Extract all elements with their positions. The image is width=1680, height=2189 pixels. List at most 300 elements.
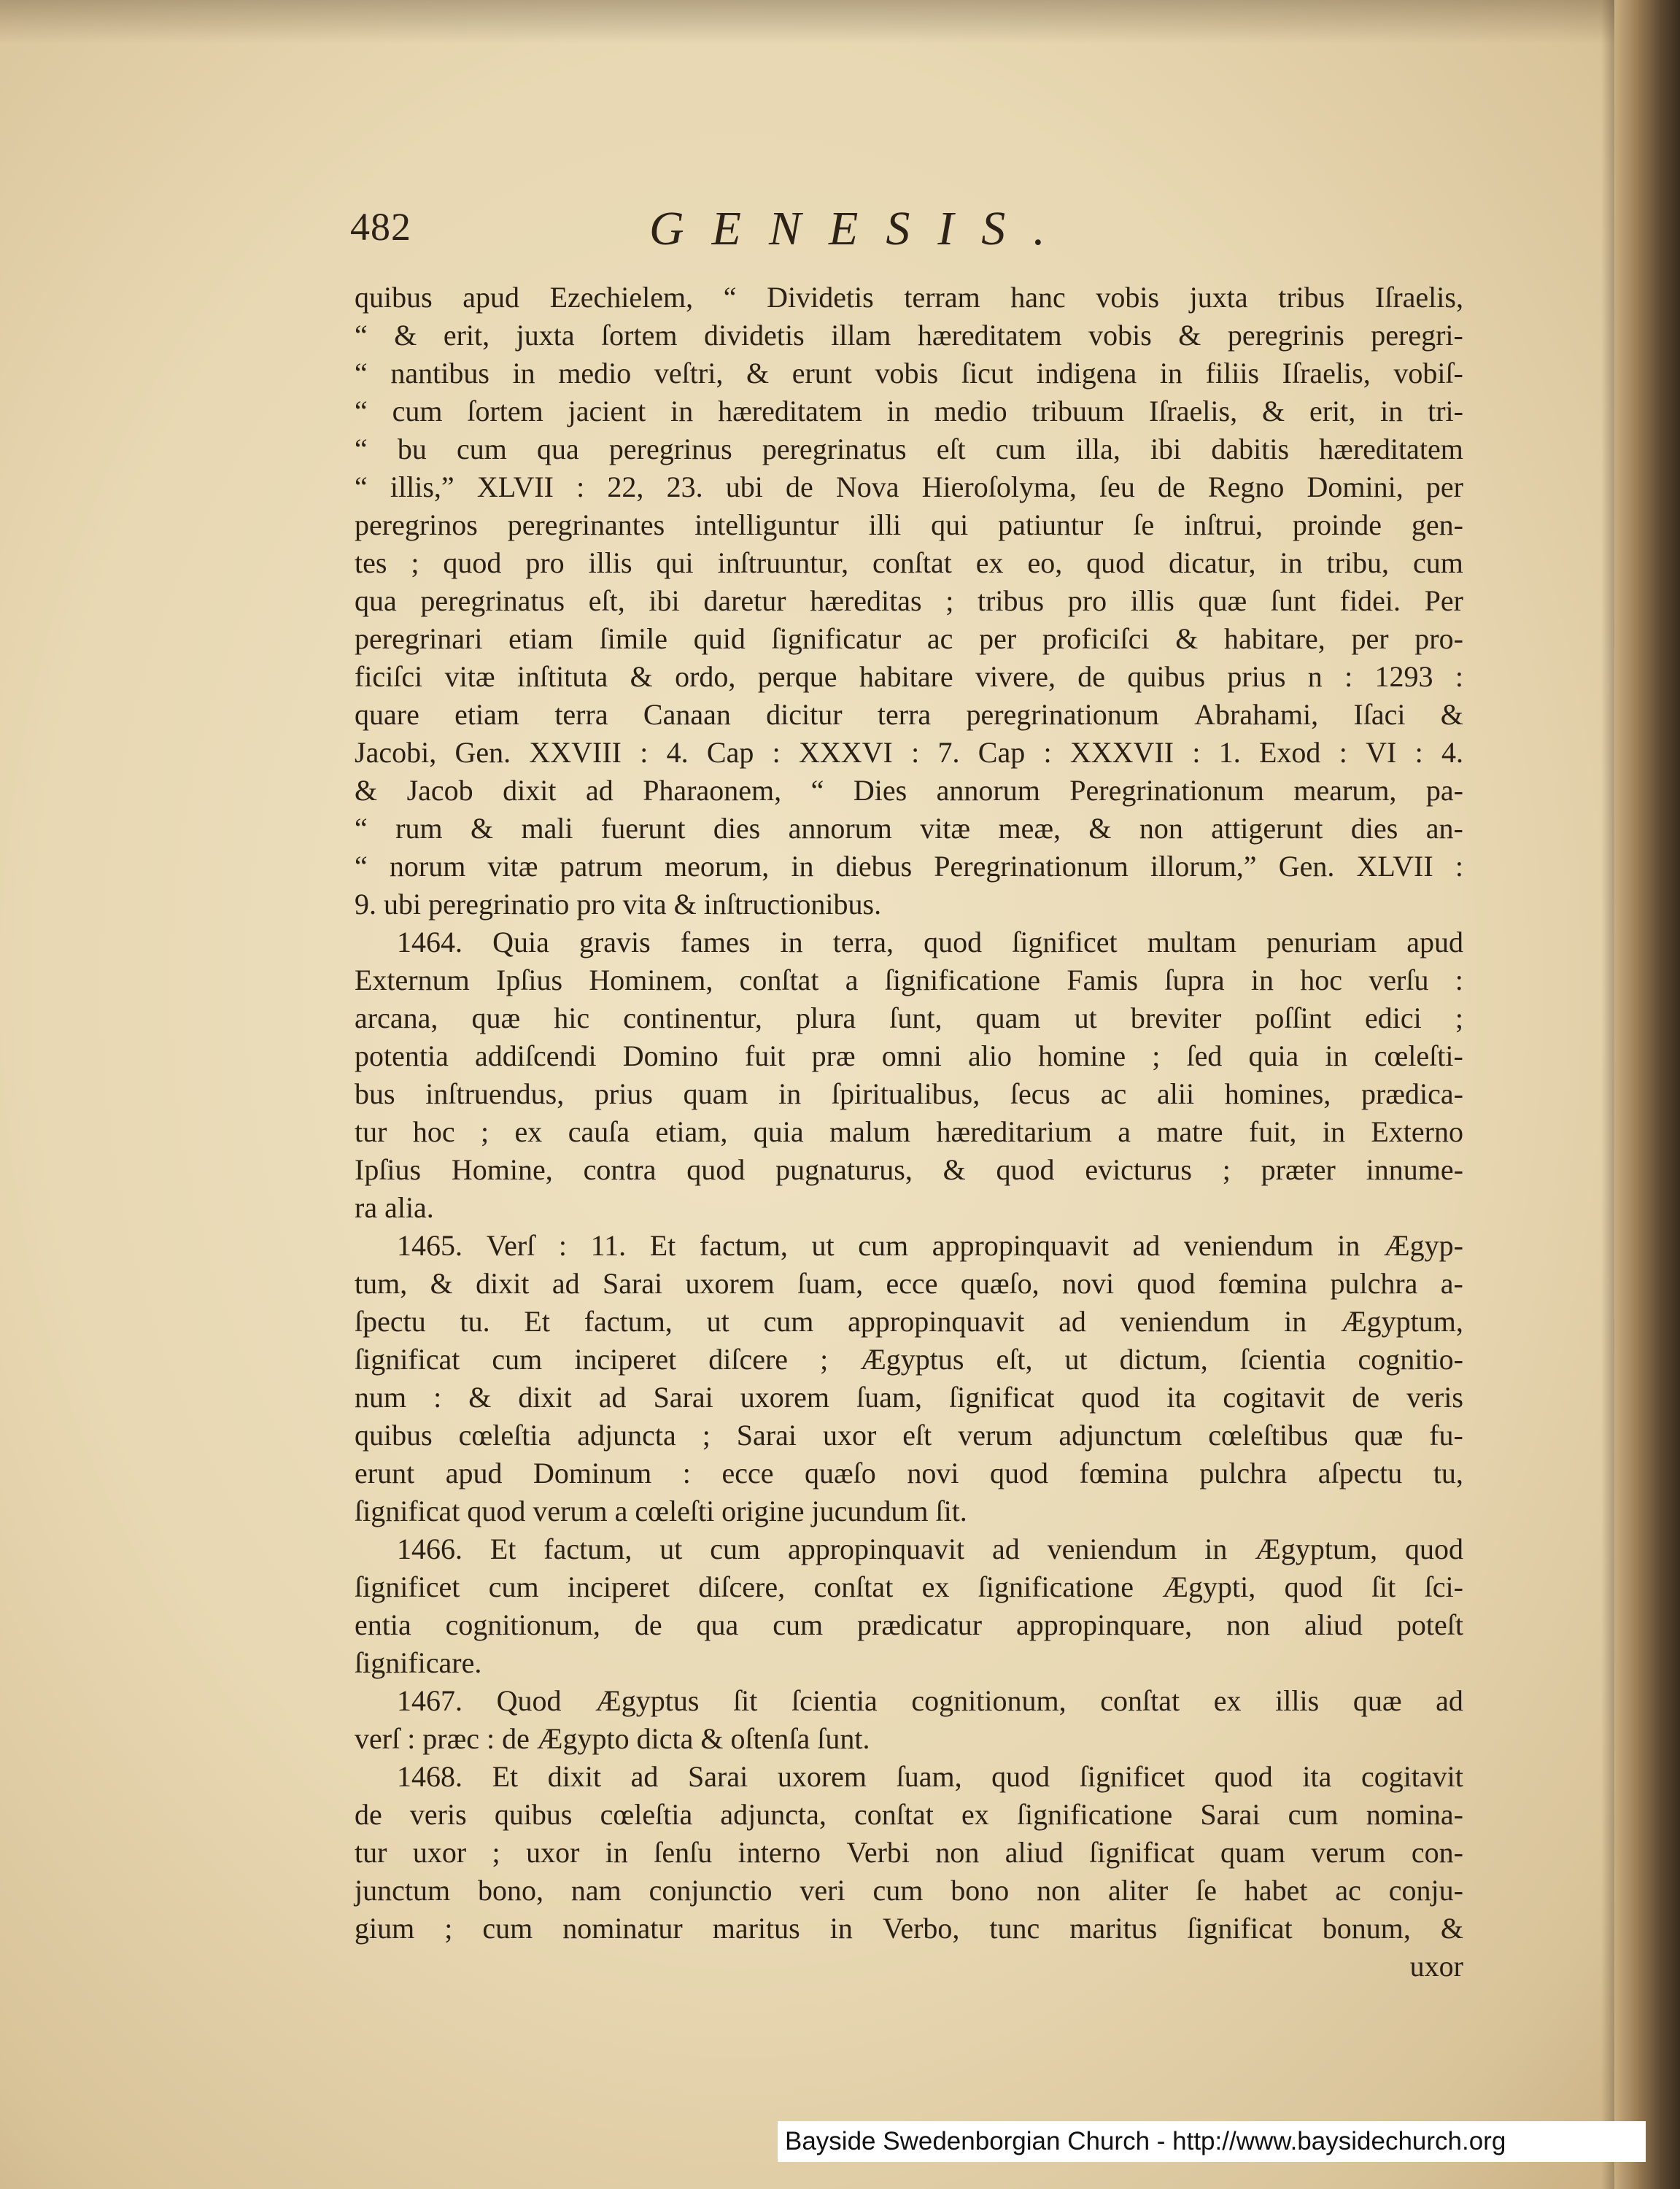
gutter-shadow	[1601, 0, 1614, 2189]
word: quæſo	[804, 1457, 876, 1489]
word: dixit	[518, 1381, 572, 1414]
text-line	[355, 1075, 1463, 1113]
word: in	[1284, 1305, 1307, 1338]
word: cum	[457, 433, 507, 465]
word: veſtri,	[654, 357, 724, 390]
word: homines,	[1224, 1077, 1331, 1110]
word: uxorem	[777, 1760, 867, 1793]
word: quod	[1404, 1533, 1463, 1565]
word: Ipſius	[355, 1153, 422, 1186]
word: junctum	[355, 1874, 451, 1907]
word: XXVIII	[529, 736, 622, 769]
word: in	[1204, 1533, 1228, 1565]
word: annorum	[788, 812, 892, 845]
word: nantibus	[390, 357, 489, 390]
word: tri-	[1428, 395, 1463, 427]
word: evicturus	[1085, 1153, 1192, 1186]
word: diſcere,	[698, 1570, 786, 1603]
word: conſtat	[1100, 1684, 1180, 1717]
word: ad	[551, 1267, 580, 1300]
word: peregrinari	[355, 622, 483, 655]
text-line	[355, 999, 1463, 1037]
word: ſunt,	[889, 1001, 942, 1034]
word: tes	[355, 546, 387, 579]
word: fidei.	[1339, 584, 1401, 617]
word: ut	[1064, 1343, 1088, 1376]
word: in	[1380, 395, 1404, 427]
word: vobiſ-	[1393, 357, 1463, 390]
word: ;	[702, 1419, 711, 1452]
word: in	[778, 1077, 802, 1110]
text-line	[355, 392, 1463, 430]
word: conſtat	[854, 1798, 934, 1831]
word: nam	[570, 1874, 622, 1907]
text-line	[355, 1834, 1463, 1872]
text-line	[355, 582, 1463, 620]
word: in	[780, 926, 803, 958]
word: “	[810, 774, 824, 807]
word: ex	[1213, 1684, 1242, 1717]
word: ad	[585, 774, 613, 807]
word: :	[640, 736, 649, 769]
word: “	[723, 281, 737, 314]
word: hæreditas	[810, 584, 922, 617]
body-text	[355, 279, 1463, 1985]
word: cœleſti-	[1374, 1039, 1463, 1072]
word: uxor	[822, 1419, 877, 1452]
word: Ægyptum,	[1255, 1533, 1378, 1565]
word: dixit	[476, 1267, 530, 1300]
word: erunt	[791, 357, 852, 390]
word: &	[394, 319, 417, 352]
word: ſignificat	[1187, 1912, 1293, 1945]
word: de	[785, 470, 813, 503]
word: :	[1455, 964, 1463, 996]
word: XXXVI	[799, 736, 893, 769]
word: ex	[961, 1798, 989, 1831]
word: ut	[706, 1305, 729, 1338]
word: jacient	[568, 395, 646, 427]
word: quia	[1248, 1039, 1299, 1072]
word: ſignificatione	[978, 1570, 1134, 1603]
word: XXXVII	[1069, 736, 1174, 769]
word: 11.	[590, 1229, 627, 1262]
word: cogitavit	[1223, 1381, 1325, 1414]
word: tur	[355, 1836, 387, 1869]
word: “	[355, 433, 368, 465]
page-header	[350, 204, 1474, 263]
word: omni	[881, 1039, 942, 1072]
word: Ægyptum,	[1341, 1305, 1463, 1338]
word: nomina-	[1366, 1798, 1463, 1831]
word: illis,”	[390, 470, 454, 503]
word: mearum,	[1293, 774, 1397, 807]
word: uxorem	[685, 1267, 775, 1300]
word: :	[1043, 736, 1052, 769]
word: ecce	[721, 1457, 774, 1489]
word: norum	[389, 850, 466, 883]
word: :	[1192, 736, 1201, 769]
word: ſignificet	[355, 1570, 460, 1603]
word: ſuam,	[856, 1381, 922, 1414]
word: cum	[773, 1608, 824, 1641]
word: apud	[462, 281, 520, 314]
word: conſtat	[739, 964, 819, 996]
word: Externum	[355, 964, 470, 996]
word: qui	[931, 508, 969, 541]
word: ſignificatur	[771, 622, 902, 655]
word: hæreditatem	[1319, 433, 1463, 465]
word: ;	[481, 1115, 489, 1148]
word: bus	[355, 1077, 395, 1110]
word: ut	[1074, 1001, 1097, 1034]
text-line	[355, 1644, 1463, 1682]
word: Cap	[978, 736, 1026, 769]
word: cum	[488, 1570, 539, 1603]
word: ibi	[649, 584, 680, 617]
word: pulchra	[1199, 1457, 1288, 1489]
word: meorum,	[664, 850, 770, 883]
word: fames	[680, 926, 751, 958]
word: “	[355, 470, 368, 503]
word: uxor	[412, 1836, 467, 1869]
word: rum	[395, 812, 443, 845]
word: in	[791, 850, 814, 883]
word: 23.	[666, 470, 703, 503]
word: pro	[525, 546, 565, 579]
text-line	[355, 430, 1463, 468]
word: dictum,	[1119, 1343, 1208, 1376]
word: Ezechielem,	[549, 281, 694, 314]
word: ;	[1222, 1153, 1231, 1186]
word: terram	[904, 281, 980, 314]
word: VI	[1366, 736, 1397, 769]
word: Dividetis	[767, 281, 874, 314]
text-line	[355, 1530, 1463, 1568]
word: fuerunt	[600, 812, 686, 845]
word: in	[1280, 546, 1303, 579]
word: cum	[872, 1874, 924, 1907]
word: annorum	[936, 774, 1040, 807]
word: tribu,	[1326, 546, 1390, 579]
word: quid	[693, 622, 746, 655]
word: matre	[1156, 1115, 1223, 1148]
word: “	[355, 850, 368, 883]
word: ſortem	[467, 395, 543, 427]
text-line	[355, 1113, 1463, 1151]
word: Iſraelis,	[1374, 281, 1463, 314]
word: meæ,	[998, 812, 1061, 845]
word: habitare,	[1224, 622, 1325, 655]
word: 1468.	[397, 1760, 462, 1793]
word: 22,	[607, 470, 644, 503]
word: peregrinos	[355, 508, 478, 541]
word: ac	[1100, 1077, 1127, 1110]
word: tribuum	[1031, 395, 1125, 427]
word: Quod	[496, 1684, 562, 1717]
word: quod	[1214, 1760, 1273, 1793]
word: illorum,”	[1150, 850, 1257, 883]
word: ſignificat	[948, 1381, 1055, 1414]
word: poteſt	[1396, 1608, 1463, 1641]
word: hic	[554, 1001, 590, 1034]
word: cum	[763, 1305, 814, 1338]
word: peregrinatus	[762, 433, 907, 465]
word: Famis	[1067, 964, 1139, 996]
word: ibi	[1150, 433, 1182, 465]
word: ſignificet	[1012, 926, 1118, 958]
word: ita	[1302, 1760, 1332, 1793]
word: vobis	[875, 357, 939, 390]
word: hæreditatem	[917, 319, 1062, 352]
word: :	[433, 1381, 442, 1414]
word: non	[1139, 812, 1183, 845]
word: Peregrinationum	[1069, 774, 1264, 807]
word: fuit	[744, 1039, 786, 1072]
word: præter	[1261, 1153, 1336, 1186]
text-line	[355, 1417, 1463, 1454]
footer-credit[interactable]: Bayside Swedenborgian Church - http://www.baysidechurch.org	[778, 2121, 1646, 2162]
word: peregrinationum	[966, 698, 1159, 731]
word: ſignificatione	[884, 964, 1041, 996]
word: eſt	[902, 1419, 932, 1452]
text-line	[355, 1189, 1463, 1227]
word: veri	[800, 1874, 845, 1907]
word: appropinquavit	[932, 1229, 1109, 1262]
word: medio	[934, 395, 1007, 427]
word: &	[1178, 319, 1201, 352]
word: non	[1226, 1608, 1270, 1641]
word: “	[355, 319, 368, 352]
word: eo,	[1027, 546, 1063, 579]
word: quæ	[471, 1001, 521, 1034]
word: quod	[1284, 1570, 1343, 1603]
word: juxta	[1189, 281, 1248, 314]
word: adjunctum	[1058, 1419, 1182, 1452]
word: cœleſtia	[600, 1798, 693, 1831]
word: quod	[1086, 546, 1145, 579]
word: inſtituta	[516, 660, 608, 693]
word: an-	[1425, 812, 1463, 845]
word: conju-	[1388, 1874, 1463, 1907]
word: proficiſci	[1042, 622, 1150, 655]
word: contra	[583, 1153, 657, 1186]
word: ſortem	[601, 319, 678, 352]
word: qua	[355, 584, 397, 617]
word: peregrinis	[1227, 319, 1344, 352]
word: mali	[521, 812, 573, 845]
word: factum,	[543, 1533, 632, 1565]
word: ad	[1132, 1229, 1161, 1262]
word: eſt	[936, 433, 966, 465]
word: vobis	[1088, 319, 1152, 352]
word: daretur	[703, 584, 786, 617]
text-line	[355, 961, 1463, 999]
word: &	[746, 357, 770, 390]
word: in	[1159, 357, 1183, 390]
word: veniendum	[1047, 1533, 1177, 1565]
word: Sarai	[1200, 1798, 1261, 1831]
word: uxorem	[740, 1381, 829, 1414]
line-text: ra alia.	[355, 1191, 434, 1224]
word: cum	[858, 1229, 909, 1262]
word: cognitionum,	[445, 1608, 600, 1641]
word: qua	[696, 1608, 739, 1641]
word: &	[355, 774, 378, 807]
word: Iſraelis,	[1149, 395, 1238, 427]
word: ſicut	[961, 357, 1013, 390]
word: Sarai	[602, 1267, 663, 1300]
word: ;	[945, 584, 954, 617]
word: quod	[443, 546, 502, 579]
word: Et	[492, 1760, 519, 1793]
line-text: verſ : præc : de Ægypto dicta & oſtenſa ſunt.	[355, 1722, 870, 1755]
word: “	[355, 812, 368, 845]
word: terra	[554, 698, 608, 731]
word: etiam,	[655, 1115, 728, 1148]
word: cœleſtia	[458, 1419, 551, 1452]
word: pro	[1067, 584, 1107, 617]
word: per	[979, 622, 1017, 655]
word: ficiſci	[355, 660, 423, 693]
word: ut	[659, 1533, 683, 1565]
word: tunc	[989, 1912, 1040, 1945]
word: Nova	[835, 470, 899, 503]
word: appropinquare,	[1016, 1608, 1193, 1641]
text-line	[355, 1606, 1463, 1644]
word: novi	[1062, 1267, 1115, 1300]
word: &	[1440, 698, 1463, 731]
word: quod	[1137, 1267, 1196, 1300]
word: cum	[995, 433, 1046, 465]
text-line	[355, 1948, 1463, 1985]
text-line	[355, 354, 1463, 392]
word: :	[911, 736, 920, 769]
word: Canaan	[643, 698, 731, 731]
word: prius	[594, 1077, 653, 1110]
page-top-shadow	[0, 0, 1641, 44]
word: cœleſtibus	[1208, 1419, 1328, 1452]
word: intelliguntur	[694, 508, 839, 541]
word: in	[886, 395, 910, 427]
text-line	[355, 317, 1463, 354]
word: ſignificet	[1079, 1760, 1185, 1793]
word: &	[1088, 812, 1112, 845]
word: inſtruendus,	[425, 1077, 565, 1110]
word: tum,	[355, 1267, 408, 1300]
word: fuit,	[1248, 1115, 1297, 1148]
word: bono,	[477, 1874, 543, 1907]
word: quibus	[1127, 660, 1206, 693]
word: :	[682, 1457, 691, 1489]
text-line	[355, 1492, 1463, 1530]
word: ſpiritualibus,	[831, 1077, 980, 1110]
word: ac	[926, 622, 953, 655]
word: Sarai	[736, 1419, 797, 1452]
word: “	[355, 357, 368, 390]
word: diſcere	[708, 1343, 789, 1376]
word: cum	[710, 1533, 761, 1565]
word: adjuncta	[577, 1419, 676, 1452]
word: Et	[489, 1533, 516, 1565]
word: medio	[558, 357, 632, 390]
word: ſenſu	[654, 1836, 713, 1869]
text-line	[355, 734, 1463, 772]
word: in	[1250, 964, 1274, 996]
word: tribus	[977, 584, 1045, 617]
text-line	[355, 1568, 1463, 1606]
word: quod	[996, 1153, 1055, 1186]
word: dixit	[547, 1760, 602, 1793]
word: prius	[1227, 660, 1286, 693]
word: illis	[1130, 584, 1174, 617]
word: vivere,	[975, 660, 1056, 693]
word: qua	[537, 433, 579, 465]
word: ad	[598, 1381, 627, 1414]
word: prædica-	[1360, 1077, 1463, 1110]
word: dixit	[503, 774, 557, 807]
word: cum	[482, 1912, 533, 1945]
word: appropinquavit	[848, 1305, 1025, 1338]
word: interno	[738, 1836, 821, 1869]
word: Gen.	[1278, 850, 1335, 883]
word: per	[1425, 470, 1463, 503]
word: penuriam	[1266, 926, 1377, 958]
word: quod	[1081, 1381, 1140, 1414]
word: per	[1351, 622, 1389, 655]
word: ordo,	[675, 660, 736, 693]
word: apud	[1406, 926, 1463, 958]
word: perque	[757, 660, 837, 693]
text-line	[355, 1796, 1463, 1834]
word: tu.	[460, 1305, 490, 1338]
word: cum	[1412, 546, 1463, 579]
word: de	[1352, 1381, 1380, 1414]
text-line	[355, 1341, 1463, 1379]
line-text: 9. ubi peregrinatio pro vita & inſtructionibus.	[355, 888, 882, 921]
word: quia	[753, 1115, 804, 1148]
word: quod	[686, 1153, 746, 1186]
text-line	[355, 1910, 1463, 1948]
word: &	[430, 1267, 453, 1300]
word: eſt,	[996, 1343, 1033, 1376]
word: ſe	[1133, 508, 1155, 541]
word: vitæ	[487, 850, 538, 883]
word: dies	[713, 812, 761, 845]
word: ſcientia	[791, 1684, 878, 1717]
word: &	[468, 1381, 492, 1414]
word: vobis	[1096, 281, 1160, 314]
word: ;	[1455, 1001, 1463, 1034]
word: nominatur	[562, 1912, 683, 1945]
word: conſtat	[872, 546, 952, 579]
word: dabitis	[1211, 433, 1290, 465]
word: pulchra	[1330, 1267, 1418, 1300]
word: ita	[1166, 1381, 1196, 1414]
word: cognitio-	[1358, 1343, 1463, 1376]
word: quibus	[355, 281, 433, 314]
word: Jacobi,	[355, 736, 437, 769]
word: Gen.	[454, 736, 511, 769]
word: in	[1325, 1039, 1348, 1072]
word: Ipſius	[496, 964, 563, 996]
word: Et	[649, 1229, 676, 1262]
word: ex	[921, 1570, 950, 1603]
word: Ægyptus	[595, 1684, 700, 1717]
word: cogitavit	[1360, 1760, 1463, 1793]
text-line	[355, 1227, 1463, 1265]
word: bu	[397, 433, 427, 465]
